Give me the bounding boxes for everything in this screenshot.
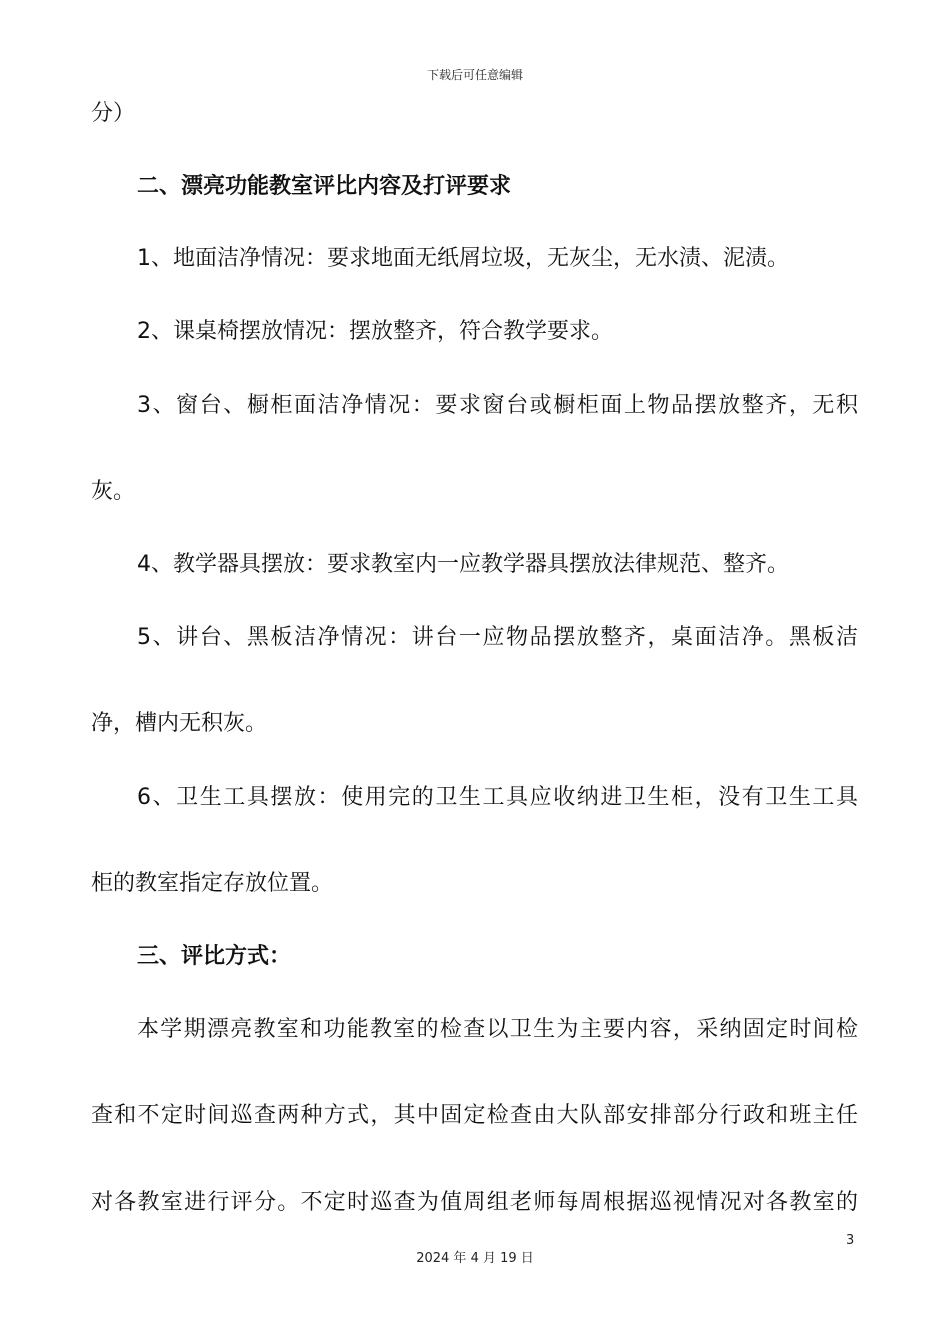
list-item: 3、窗台、橱柜面洁净情况：要求窗台或橱柜面上物品摆放整齐，无积	[137, 393, 858, 418]
body-line: 灰。	[91, 479, 136, 504]
list-item: 2、课桌椅摆放情况：摆放整齐，符合教学要求。	[137, 319, 613, 344]
list-item: 6、卫生工具摆放：使用完的卫生工具应收纳进卫生柜，没有卫生工具	[137, 785, 858, 810]
section-heading: 三、评比方式：	[137, 944, 292, 969]
paragraph-line: 本学期漂亮教室和功能教室的检查以卫生为主要内容，采纳固定时间检	[137, 1017, 858, 1042]
body-line: 分）	[91, 101, 136, 126]
paragraph-line: 对各教室进行评分。不定时巡查为值周组老师每周根据巡视情况对各教室的	[91, 1190, 858, 1215]
page-header: 下载后可任意编辑	[426, 68, 523, 82]
list-item: 1、地面洁净情况：要求地面无纸屑垃圾，无灰尘，无水渍、泥渍。	[137, 246, 789, 271]
body-line: 净，槽内无积灰。	[91, 711, 268, 736]
list-item: 5、讲台、黑板洁净情况：讲台一应物品摆放整齐，桌面洁净。黑板洁	[137, 625, 858, 650]
paragraph-line: 查和不定时间巡查两种方式，其中固定检查由大队部安排部分行政和班主任	[91, 1103, 858, 1128]
section-heading: 二、漂亮功能教室评比内容及打评要求	[137, 174, 512, 199]
page-footer-date: 2024 年 4 月 19 日	[416, 1251, 534, 1266]
page-number: 3	[846, 1233, 855, 1248]
body-line: 柜的教室指定存放位置。	[91, 871, 334, 896]
list-item: 4、教学器具摆放：要求教室内一应教学器具摆放法律规范、整齐。	[137, 552, 789, 577]
